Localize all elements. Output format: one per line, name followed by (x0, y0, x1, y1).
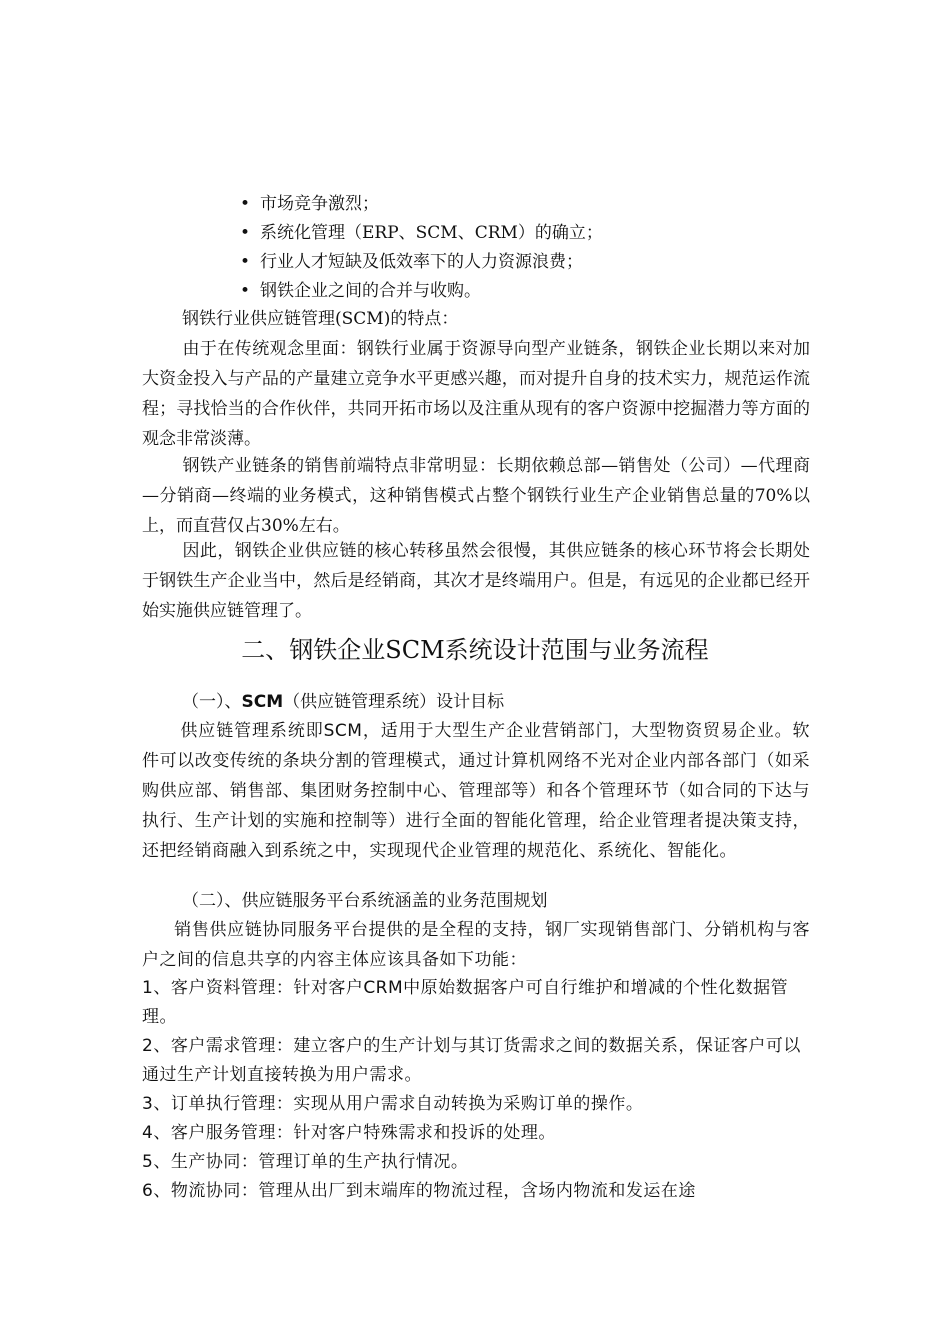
subheading-business-scope: （二）、供应链服务平台系统涵盖的业务范围规划 (182, 891, 548, 911)
bullet-icon: • (240, 252, 251, 272)
paragraph-sales-front-end: 钢铁产业链条的销售前端特点非常明显：长期依赖总部—销售处（公司）—代理商—分销商—终端的业务模式，这种销售模式占整个钢铁行业生产企业销售总量的70%以上，而直营仅占30%左右。 (142, 456, 810, 536)
scm-features-label: 钢铁行业供应链管理(SCM)的特点： (182, 309, 459, 329)
bullet-icon: • (240, 281, 251, 301)
function-list (142, 974, 810, 1206)
list-item: 4、客户服务管理：针对客户特殊需求和投诉的处理。 (142, 1123, 556, 1143)
section-heading: 二、钢铁企业SCM系统设计范围与业务流程 (241, 636, 709, 664)
list-item: 6、物流协同：管理从出厂到末端库的物流过程，含场内物流和发运在途 (142, 1181, 696, 1201)
paragraph-platform-functions: 销售供应链协同服务平台提供的是全程的支持，钢厂实现销售部门、分销机构与客户之间的信息共享的内容主体应该具备如下功能： (142, 920, 810, 970)
list-item: 2、客户需求管理：建立客户的生产计划与其订货需求之间的数据关系，保证客户可以通过生产计划直接转换为用户需求。 (142, 1036, 801, 1085)
list-item: 1、客户资料管理：针对客户CRM中原始数据客户可自行维护和增减的个性化数据管理。 (142, 978, 789, 1027)
list-item: • 钢铁企业之间的合并与收购。 (240, 277, 603, 306)
paragraph-core-shift: 因此，钢铁企业供应链的核心转移虽然会很慢，其供应链条的核心环节将会长期处于钢铁生产企业当中，然后是经销商，其次才是终端用户。但是，有远见的企业都已经开始实施供应链管理了。 (142, 541, 810, 621)
bullet-icon: • (240, 194, 251, 214)
list-item: • 行业人才短缺及低效率下的人力资源浪费； (240, 248, 603, 277)
list-item: • 市场竞争激烈； (240, 190, 603, 219)
paragraph-traditional-view: 由于在传统观念里面：钢铁行业属于资源导向型产业链条，钢铁企业长期以来对加大资金投入与产品的产量建立竞争水平更感兴趣，而对提升自身的技术实力，规范运作流程；寻找恰当的合作伙伴，共同开拓市场以及注重从现有的客户资源中挖掘潜力等方面的观念非常淡薄。 (142, 339, 810, 449)
list-item: 5、生产协同：管理订单的生产执行情况。 (142, 1152, 469, 1172)
bullet-icon: • (240, 223, 251, 243)
subheading-design-goal: （一）、SCM（供应链管理系统）设计目标 (182, 692, 505, 712)
list-item: • 系统化管理（ERP、SCM、CRM）的确立； (240, 219, 603, 248)
list-item: 3、订单执行管理：实现从用户需求自动转换为采购订单的操作。 (142, 1094, 644, 1114)
paragraph-scm-system: 供应链管理系统即SCM，适用于大型生产企业营销部门，大型物资贸易企业。软件可以改变传统的条块分割的管理模式，通过计算机网络不光对企业内部各部门（如采购供应部、销售部、集团财务控制中心、管理部等）和各个管理环节（如合同的下达与执行、生产计划的实施和控制等）进行全面的智能化管理，给企业管理者提决策支持，还把经销商融入到系统之中，实现现代企业管理的规范化、系统化、智能化。 (142, 721, 810, 861)
bullet-list (240, 190, 603, 306)
